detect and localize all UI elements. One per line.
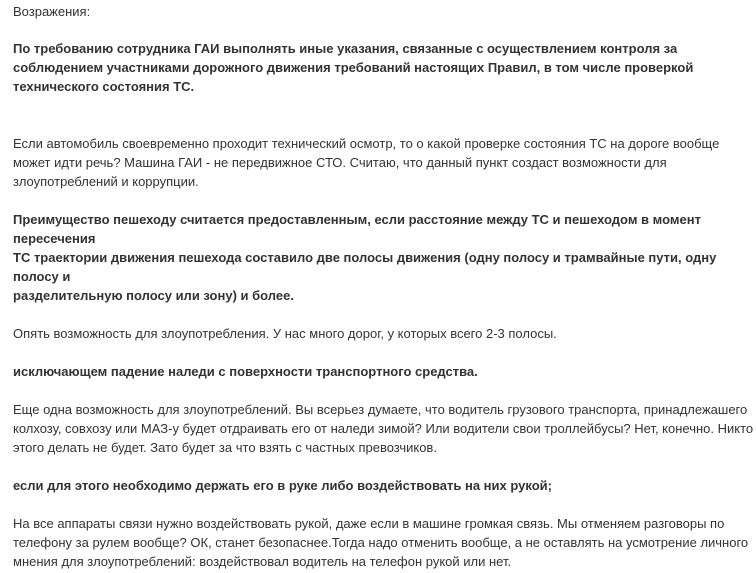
text-line: пересечения xyxy=(13,231,96,246)
text-line: Преимущество пешеходу считается предоставленным, если расстояние между ТС и пешеходом в момент xyxy=(13,212,701,227)
text-line: телефону за рулем вообще? ОК, станет безопаснее.Тогда надо отменить вообще, а не оставлять на усмотрение личного xyxy=(13,535,749,550)
text-line: разделительную полосу или зону) и более. xyxy=(13,288,294,303)
text-line: ТС траектории движения пешехода составило две полосы движения (одну полосу и трамвайные пути, одну xyxy=(13,250,717,265)
text-line: На все аппараты связи нужно воздействовать рукой, даже если в машине громкая связь. Мы отменяем разговоры по xyxy=(13,516,725,531)
objection-tech-inspection xyxy=(13,134,748,191)
text-line: колхозу, совхозу или МАЗ-у будет отдраивать его от наледи зимой? Или водители свои троллейбусы? Нет, конечно. Никто xyxy=(13,421,754,436)
text-line: Еще одна возможность для злоупотреблений. Вы всерьез думаете, что водитель грузового транспорта, принадлежашего xyxy=(13,402,748,417)
text-line: мнения для злоупотреблений: воздействовал водитель на телефон рукой или нет. xyxy=(13,554,512,569)
section-heading: Возражения: xyxy=(13,4,91,19)
text-line: По требованию сотрудника ГАИ выполнять иные указания, связанные с осуществлением контроля за xyxy=(13,41,678,56)
text-line: исключающем падение наледи с поверхности транспортного средства. xyxy=(13,364,478,379)
quoted-rule-tech-inspection xyxy=(13,39,748,96)
text-line: соблюдением участниками дорожного движения требований настоящих Правил, в том числе проверкой xyxy=(13,60,694,75)
quoted-rule-pedestrian-priority xyxy=(13,210,748,305)
objection-pedestrian-priority xyxy=(13,324,748,343)
text-line: полосу и xyxy=(13,269,71,284)
objection-phone xyxy=(13,514,748,571)
text-line: технического состояния ТС. xyxy=(13,79,195,94)
text-line: Опять возможность для злоупотребления. У нас много дорог, у которых всего 2-3 полосы. xyxy=(13,326,557,341)
objection-ice xyxy=(13,400,754,457)
text-line: злоупотреблений и коррупции. xyxy=(13,174,199,189)
text-line: Если автомобиль своевременно проходит технический осмотр, то о какой проверке состояния ТС на дороге вообще xyxy=(13,136,720,151)
quoted-rule-phone xyxy=(13,476,748,495)
text-line: может идти речь? Машина ГАИ - не передвижное СТО. Считаю, что данный пункт создаст возможности для xyxy=(13,155,667,170)
text-line: если для этого необходимо держать его в руке либо воздействовать на них рукой; xyxy=(13,478,552,493)
text-line: этого делать не будет. Зато будет за что взять с частных превозчиков. xyxy=(13,440,437,455)
quoted-rule-ice xyxy=(13,362,748,381)
